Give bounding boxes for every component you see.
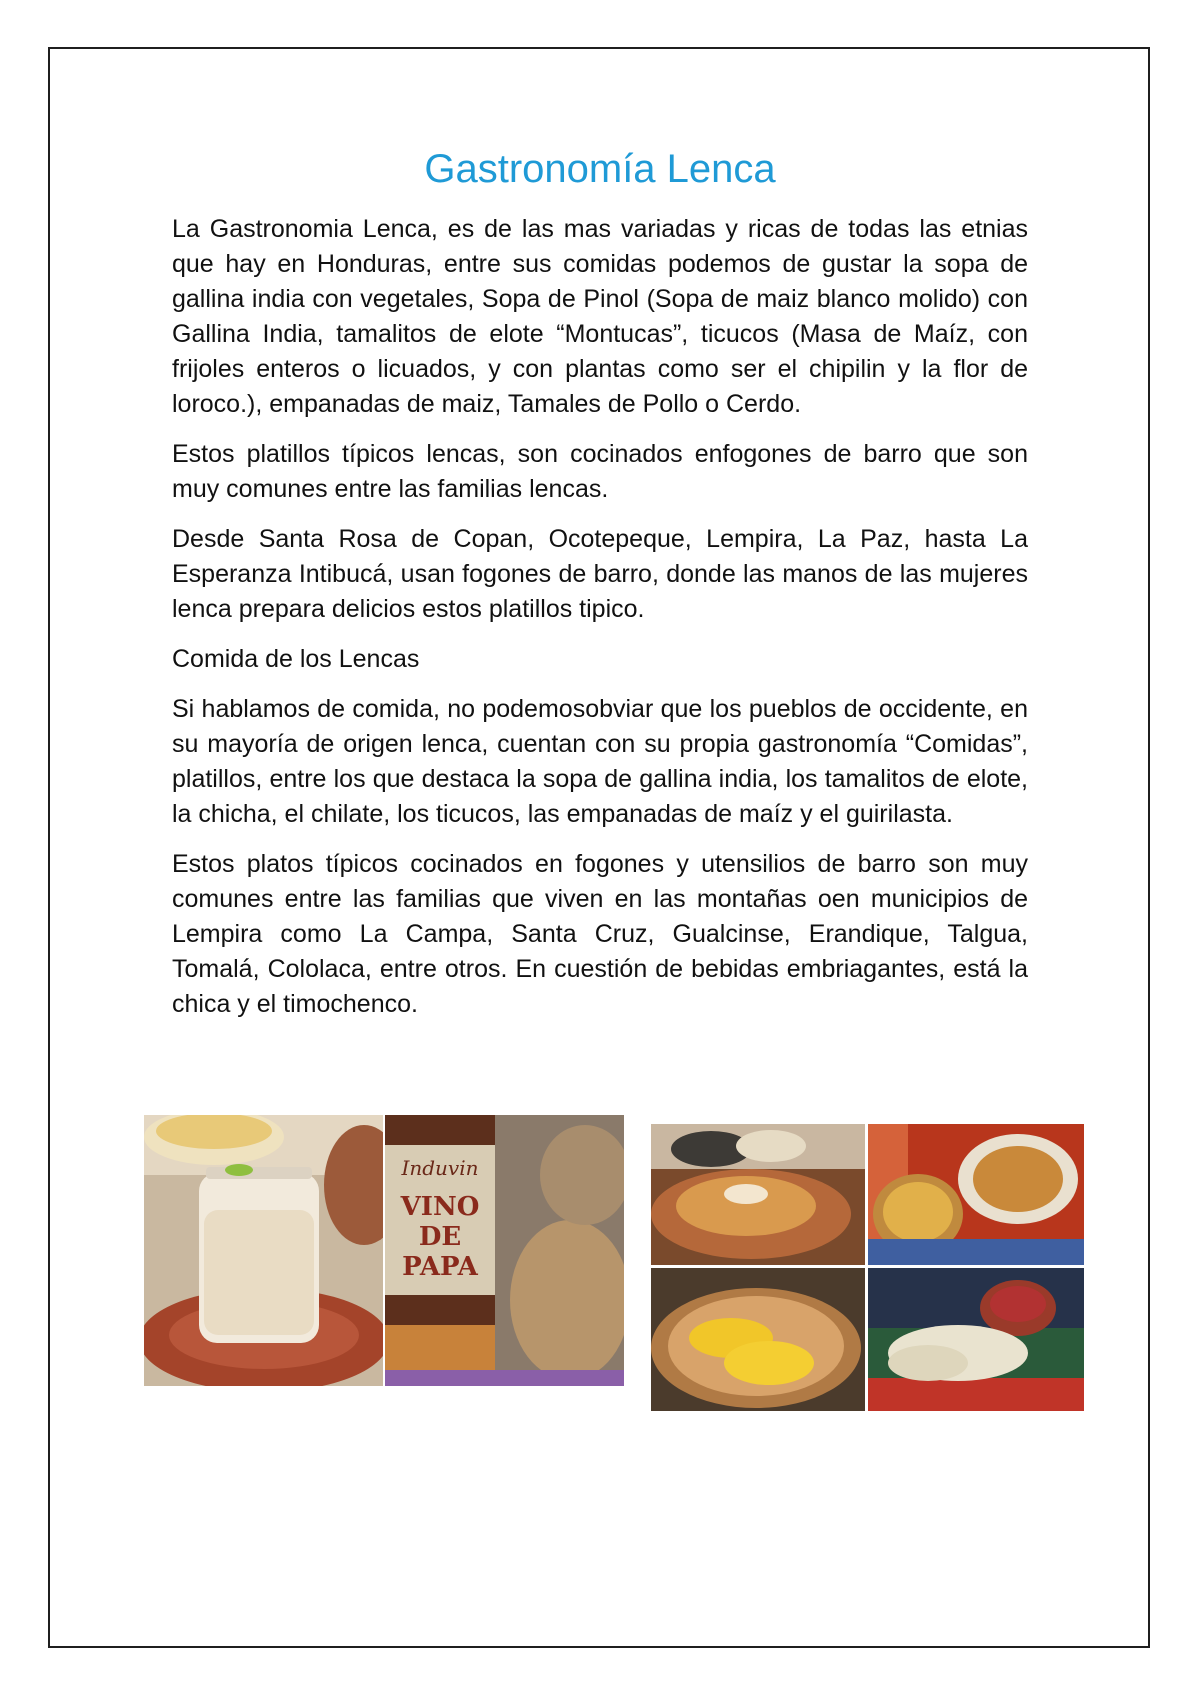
photo-ticucos (868, 1268, 1084, 1411)
photo-soup (868, 1124, 1084, 1265)
paragraph-occidente: Si hablamos de comida, no podemosobviar que los pueblos de occidente, en su mayoría de origen lenca, cuentan con su propia gastronomía “Comidas”, platillos, entre los que destaca la sopa de gallina india, los tamalitos de elote, la chicha, el chilate, los ticucos, las empanadas de maíz y el guirilasta. (172, 695, 1028, 828)
photo-potato-wine (385, 1115, 624, 1386)
photo-drink-jar (144, 1115, 383, 1386)
photo-empanada (651, 1268, 865, 1411)
page-title: Gastronomía Lenca (424, 147, 776, 191)
body-text (172, 212, 1028, 1037)
bottle-line3: PAPA (402, 1252, 478, 1282)
photo-tamal (651, 1124, 865, 1265)
bottle-line2: DE (418, 1222, 462, 1252)
bottle-line1: VINO (400, 1192, 480, 1222)
paragraph-fogones: Estos platillos típicos lencas, son cocinados enfogones de barro que son muy comunes entre las familias lencas. (172, 440, 1028, 503)
paragraph-regions: Desde Santa Rosa de Copan, Ocotepeque, Lempira, La Paz, hasta La Esperanza Intibucá, usan fogones de barro, donde las manos de las mujeres lenca prepara delicios estos platillos tipico. (172, 525, 1028, 623)
bottle-brand: Induvin (401, 1156, 479, 1180)
paragraph-municipios: Estos platos típicos cocinados en fogones y utensilios de barro son muy comunes entre las familias que viven en las montañas oen municipios de Lempira como La Campa, Santa Cruz, Gualcinse, Erandique, Talgua, Tomalá, Cololaca, entre otros. En cuestión de bebidas embriagantes, está la chica y el timochenco. (172, 850, 1028, 1018)
section-heading: Comida de los Lencas (172, 645, 420, 673)
paragraph-intro: La Gastronomia Lenca, es de las mas variadas y ricas de todas las etnias que hay en Honduras, entre sus comidas podemos de gustar la sopa de gallina india con vegetales, Sopa de Pinol (Sopa de maiz blanco molido) con Gallina India, tamalitos de elote “Montucas”, ticucos (Masa de Maíz, con frijoles enteros o licuados, y con plantas como ser el chipilin y la flor de loroco.), empanadas de maiz, Tamales de Pollo o Cerdo. (172, 215, 1028, 418)
